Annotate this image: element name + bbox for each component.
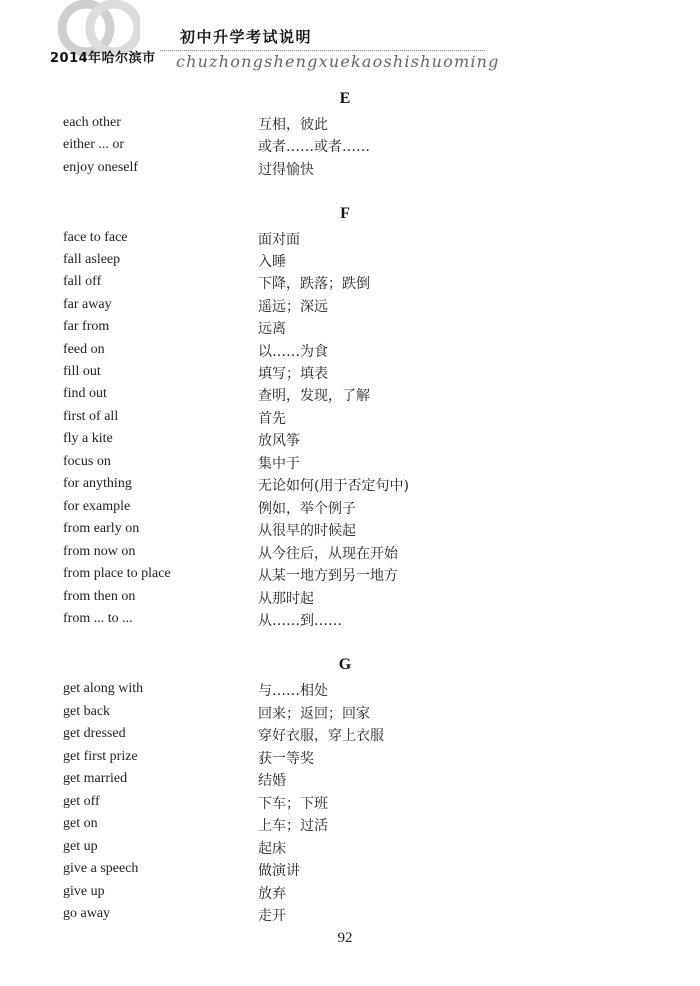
phrase-english: from early on — [63, 521, 140, 536]
list-item — [0, 816, 700, 836]
phrase-chinese: 遥远；深远 — [258, 299, 328, 315]
phrase-english: get married — [63, 771, 128, 786]
phrase-english: far from — [63, 319, 110, 334]
list-item — [0, 431, 700, 451]
list-item — [0, 704, 700, 724]
phrase-chinese: 与……相处 — [258, 683, 328, 699]
phrase-english: either ... or — [63, 137, 125, 152]
list-item — [0, 861, 700, 881]
list-item — [0, 274, 700, 294]
phrase-english: fall off — [63, 274, 102, 289]
section-letter-g: G — [338, 656, 352, 673]
phrase-english: go away — [63, 906, 111, 921]
phrase-english: get first prize — [63, 749, 138, 764]
list-item — [0, 409, 700, 429]
phrase-english: get dressed — [63, 726, 126, 741]
phrase-english: enjoy oneself — [63, 160, 139, 175]
phrase-chinese: 从那时起 — [258, 591, 314, 607]
phrase-english: from ... to ... — [63, 611, 133, 626]
phrase-english: focus on — [63, 454, 111, 469]
phrase-chinese: 填写；填表 — [258, 366, 328, 382]
phrase-chinese: 做演讲 — [258, 863, 300, 879]
list-item — [0, 454, 700, 474]
list-item — [0, 794, 700, 814]
phrase-chinese: 从某一地方到另一地方 — [258, 568, 398, 584]
phrase-english: for anything — [63, 476, 132, 491]
phrase-chinese: 互相，彼此 — [258, 117, 328, 133]
phrase-chinese: 查明，发现，了解 — [258, 388, 370, 404]
phrase-chinese: 远离 — [258, 321, 286, 337]
list-item — [0, 297, 700, 317]
list-item — [0, 726, 700, 746]
phrase-english: fill out — [63, 364, 101, 379]
phrase-chinese: 从今往后，从现在开始 — [258, 546, 398, 562]
phrase-chinese: 集中于 — [258, 456, 300, 472]
list-item — [0, 839, 700, 859]
phrase-english: get off — [63, 794, 100, 809]
list-item — [0, 230, 700, 250]
year-label: 2014年哈尔滨市 — [50, 51, 156, 66]
list-item — [0, 252, 700, 272]
list-item — [0, 115, 700, 135]
list-item — [0, 342, 700, 362]
list-item — [0, 566, 700, 586]
page-number: 92 — [337, 930, 353, 946]
phrase-english: give a speech — [63, 861, 139, 876]
phrase-chinese: 上车；过活 — [258, 818, 328, 834]
list-item — [0, 319, 700, 339]
list-item — [0, 611, 700, 631]
phrase-english: first of all — [63, 409, 119, 424]
phrase-chinese: 入睡 — [258, 254, 286, 270]
list-item — [0, 544, 700, 564]
list-item — [0, 589, 700, 609]
phrase-english: fly a kite — [63, 431, 113, 446]
phrase-chinese: 放风筝 — [258, 433, 300, 449]
phrase-english: fall asleep — [63, 252, 121, 267]
phrase-chinese: 起床 — [258, 841, 286, 857]
header-divider — [160, 50, 485, 51]
list-item — [0, 386, 700, 406]
phrase-english: get up — [63, 839, 98, 854]
phrase-chinese: 回来；返回；回家 — [258, 706, 370, 722]
phrase-english: far away — [63, 297, 112, 312]
list-item — [0, 160, 700, 180]
phrase-chinese: 下车；下班 — [258, 796, 328, 812]
phrase-chinese: 放弃 — [258, 886, 286, 902]
section-letter-e: E — [339, 90, 351, 107]
list-item — [0, 749, 700, 769]
phrase-english: for example — [63, 499, 131, 514]
phrase-english: get along with — [63, 681, 144, 696]
phrase-english: from then on — [63, 589, 136, 604]
phrase-english: get back — [63, 704, 111, 719]
list-item — [0, 137, 700, 157]
phrase-chinese: 例如，举个例子 — [258, 501, 356, 517]
book-title: 初中升学考试说明 — [180, 28, 313, 46]
phrase-chinese: 首先 — [258, 411, 286, 427]
list-item — [0, 521, 700, 541]
list-item — [0, 364, 700, 384]
phrase-english: from place to place — [63, 566, 171, 581]
list-item — [0, 906, 700, 926]
phrase-english: give up — [63, 884, 105, 899]
phrase-english: face to face — [63, 230, 128, 245]
phrase-chinese: 结婚 — [258, 773, 286, 789]
list-item — [0, 681, 700, 701]
phrase-english: each other — [63, 115, 121, 130]
phrase-chinese: 穿好衣服，穿上衣服 — [258, 728, 384, 744]
phrase-english: feed on — [63, 342, 105, 357]
phrase-chinese: 面对面 — [258, 232, 300, 248]
phrase-chinese: 下降，跌落；跌倒 — [258, 276, 370, 292]
book-title-pinyin: chuzhongshengxuekaoshishuoming — [176, 52, 500, 71]
list-item — [0, 771, 700, 791]
phrase-chinese: 过得愉快 — [258, 162, 314, 178]
phrase-chinese: 走开 — [258, 908, 286, 924]
phrase-chinese: 无论如何(用于否定句中) — [258, 478, 409, 494]
phrase-english: find out — [63, 386, 107, 401]
phrase-english: get on — [63, 816, 98, 831]
phrase-chinese: 从……到…… — [258, 613, 342, 629]
phrase-chinese: 从很早的时候起 — [258, 523, 356, 539]
list-item — [0, 499, 700, 519]
phrase-chinese: 获一等奖 — [258, 751, 314, 767]
phrase-english: from now on — [63, 544, 136, 559]
section-letter-f: F — [340, 205, 350, 222]
list-item — [0, 884, 700, 904]
phrase-chinese: 以……为食 — [258, 344, 328, 360]
phrase-chinese: 或者……或者…… — [258, 139, 370, 155]
list-item — [0, 476, 700, 496]
